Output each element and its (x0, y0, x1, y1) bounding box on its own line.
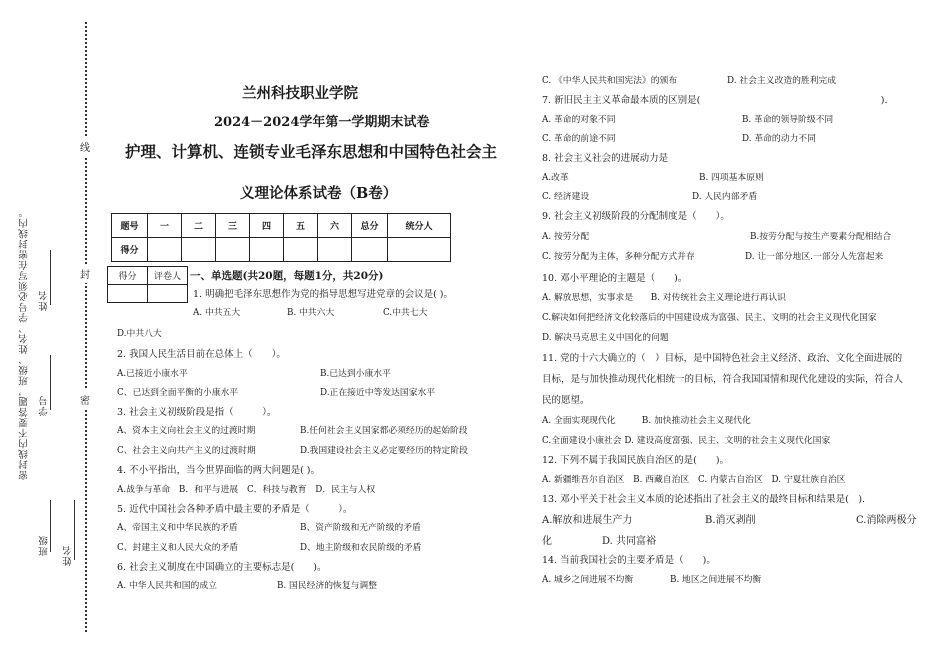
option: B. 国民经济的恢复与调整 (277, 581, 378, 591)
option: C. 《中华人民共和国宪法》的颁布 (542, 76, 678, 86)
score-header-cell: 五 (284, 214, 318, 238)
option: D. 社会主义改造的胜利完成 (727, 76, 837, 86)
option: A.解放和进展生产力 (542, 515, 633, 526)
question-1: 1. 明确把毛泽东思想作为党的指导思想写进党章的会议是( )。 (193, 289, 454, 300)
question-11-cont: 目标，是与加快推动现代化相统一的目标，符合我国国情和现代化建设的实际，符合人 (542, 374, 904, 385)
seal-word-feng: 封 (80, 264, 90, 283)
option: C.消除两极分 (856, 515, 917, 526)
question-11: 11. 党的十六大确立的（ ）目标，是中国特色社会主义经济、政治、文化全面进展的 (542, 353, 903, 364)
option: B. 地区之间进展不均衡 (670, 575, 762, 585)
score-header-cell: 总分 (352, 214, 388, 238)
question-9: 9. 社会主义初级阶段的分配制度是（ ）。 (542, 211, 730, 222)
grade-score-label: 得分 (108, 267, 148, 285)
option: A. 革命的对象不同 (542, 115, 616, 125)
score-header-cell: 一 (148, 214, 182, 238)
question-8: 8. 社会主义社会的进展动力是 (542, 153, 669, 164)
option: A. 中共五大 (193, 308, 241, 318)
question-5: 5. 近代中国社会各种矛盾中最主要的矛盾是（ ）。 (117, 504, 353, 515)
id-underline (50, 355, 51, 410)
school-name: 兰州科技职业学院 (242, 85, 358, 102)
option: B、资产阶级和无产阶级的矛盾 (300, 523, 421, 533)
score-row-label: 得分 (112, 238, 148, 262)
seal-dotted-line (85, 22, 87, 632)
option: A. 城乡之间进展不均衡 (542, 575, 634, 585)
name-underline-2 (74, 500, 75, 560)
grade-reviewer-label: 评卷人 (148, 267, 188, 285)
option: A. 全面实现现代化 B. 加快推动社会主义现代化 (542, 416, 751, 426)
grade-score-cell[interactable] (108, 285, 148, 303)
score-header-cell: 统分人 (388, 214, 451, 238)
option: A、资本主义向社会主义的过渡时期 (117, 426, 256, 436)
class-underline (50, 500, 51, 552)
option: A. 解放思想，实事求是 B. 对传统社会主义理论进行再认识 (542, 293, 786, 303)
question-12: 12. 下列不属于我国民族自治区的是( )。 (542, 455, 730, 466)
option: B.任何社会主义国家都必须经历的起始阶段 (300, 426, 468, 436)
binding-notice: 密封线内不要答题，班级、姓名、学号必须写在密封线内。 (19, 207, 30, 480)
option: C.解决如何把经济文化较落后的中国建设成为富强、民主、文明的社会主义现代化国家 (542, 313, 877, 323)
question-14: 14. 当前我国社会的主要矛盾是（ )。 (542, 555, 716, 566)
score-cell[interactable] (182, 238, 216, 262)
seal-word-mi: 密 (80, 390, 90, 409)
option: A. 中华人民共和国的成立 (117, 581, 217, 591)
option: B.已达到小康水平 (320, 369, 391, 379)
option: A. 按劳分配 (542, 232, 590, 242)
score-table (111, 213, 451, 262)
score-header-cell: 四 (250, 214, 284, 238)
option: C. 按劳分配为主体，多种分配方式并存 (542, 252, 695, 262)
option: D.正在接近中等发达国家水平 (320, 388, 436, 398)
question-13: 13. 邓小平关于社会主义本质的论述指出了社会主义的最终目标和结果是( ). (542, 494, 866, 505)
question-6: 6. 社会主义制度在中国确立的主要标志是( )。 (117, 562, 327, 573)
option: A.改革 (542, 173, 569, 183)
question-10: 10. 邓小平理论的主题是（ )。 (542, 273, 688, 284)
score-cell[interactable] (148, 238, 182, 262)
score-table-header-row (112, 214, 451, 238)
grade-reviewer-cell[interactable] (148, 285, 188, 303)
option: D. 人民内部矛盾 (692, 192, 758, 202)
option: C、封建主义和人民大众的矛盾 (117, 543, 239, 553)
score-header-cell: 三 (216, 214, 250, 238)
option: B. 革命的领导阶级不同 (742, 115, 834, 125)
score-cell[interactable] (284, 238, 318, 262)
option: A、帝国主义和中华民族的矛盾 (117, 523, 238, 533)
name-label: 姓名 (39, 290, 50, 311)
score-cell[interactable] (352, 238, 388, 262)
option: B. 四项基本原则 (699, 173, 764, 183)
score-cell[interactable] (318, 238, 352, 262)
option: C. 经济建设 (542, 192, 590, 202)
class-label: 班级 (39, 535, 50, 556)
option: B. 中共六大 (287, 308, 335, 318)
option: B.消灭剥削 (705, 515, 756, 526)
option: B.按劳分配与按生产要素分配相结合 (750, 232, 892, 242)
score-table-score-row (112, 238, 451, 262)
exam-title-line1: 护理、计算机、连锁专业毛泽东思想和中国特色社会主 (125, 142, 498, 161)
exam-title-line2: 义理论体系试卷（B卷） (240, 185, 398, 202)
option: C、社会主义向共产主义的过渡时期 (117, 446, 256, 456)
option: C. 革命的前途不同 (542, 134, 616, 144)
score-header-cell: 题号 (112, 214, 148, 238)
option: D. 解决马克思主义中国化的问题 (542, 333, 669, 343)
option: C、已达到全面平衡的小康水平 (117, 388, 239, 398)
term-title: 2024－2024学年第一学期期末试卷 (214, 115, 430, 130)
score-header-cell: 二 (182, 214, 216, 238)
option: A. 新疆维吾尔自治区 B. 西藏自治区 C. 内蒙古自治区 D. 宁夏壮族自治区 (542, 475, 846, 485)
option: C.中共七大 (383, 308, 428, 318)
score-cell[interactable] (216, 238, 250, 262)
name-underline (50, 250, 51, 305)
question-4: 4. 不小平指出，当今世界面临的两大问题是( )。 (117, 465, 321, 476)
grade-box (107, 266, 188, 303)
option: C.全面建设小康社会 D. 建设高度富强、民主、文明的社会主义现代化国家 (542, 436, 831, 446)
id-label: 学号 (39, 395, 50, 416)
option: D.中共八大 (117, 329, 162, 339)
score-cell[interactable] (388, 238, 451, 262)
option: D、地主阶级和农民阶级的矛盾 (300, 543, 422, 553)
option: A.战争与革命 B．和平与进展 C．科技与教育 D．民主与人权 (117, 485, 376, 495)
question-3: 3. 社会主义初级阶段是指（ ）。 (117, 407, 277, 418)
option: D. 让一部分地区.一部分人先富起来 (745, 252, 884, 262)
question-11-cont: 民的愿望。 (542, 395, 590, 406)
option: A.已接近小康水平 (117, 369, 188, 379)
question-2: 2. 我国人民生活目前在总体上（ ）。 (117, 349, 286, 360)
seal-word-xian: 线 (80, 137, 90, 156)
question-7: 7. 新旧民主主义革命最本质的区别是( ). (542, 95, 888, 106)
option: D. 革命的动力不同 (742, 134, 816, 144)
score-cell[interactable] (250, 238, 284, 262)
score-header-cell: 六 (318, 214, 352, 238)
option: D.我国建设社会主义必定要经历的特定阶段 (300, 446, 468, 456)
section-title: 一、单选题(共20题，每题1分，共20分) (190, 270, 384, 282)
option: 化 D. 共同富裕 (542, 536, 657, 547)
name-label-2: 姓名 (63, 545, 74, 566)
